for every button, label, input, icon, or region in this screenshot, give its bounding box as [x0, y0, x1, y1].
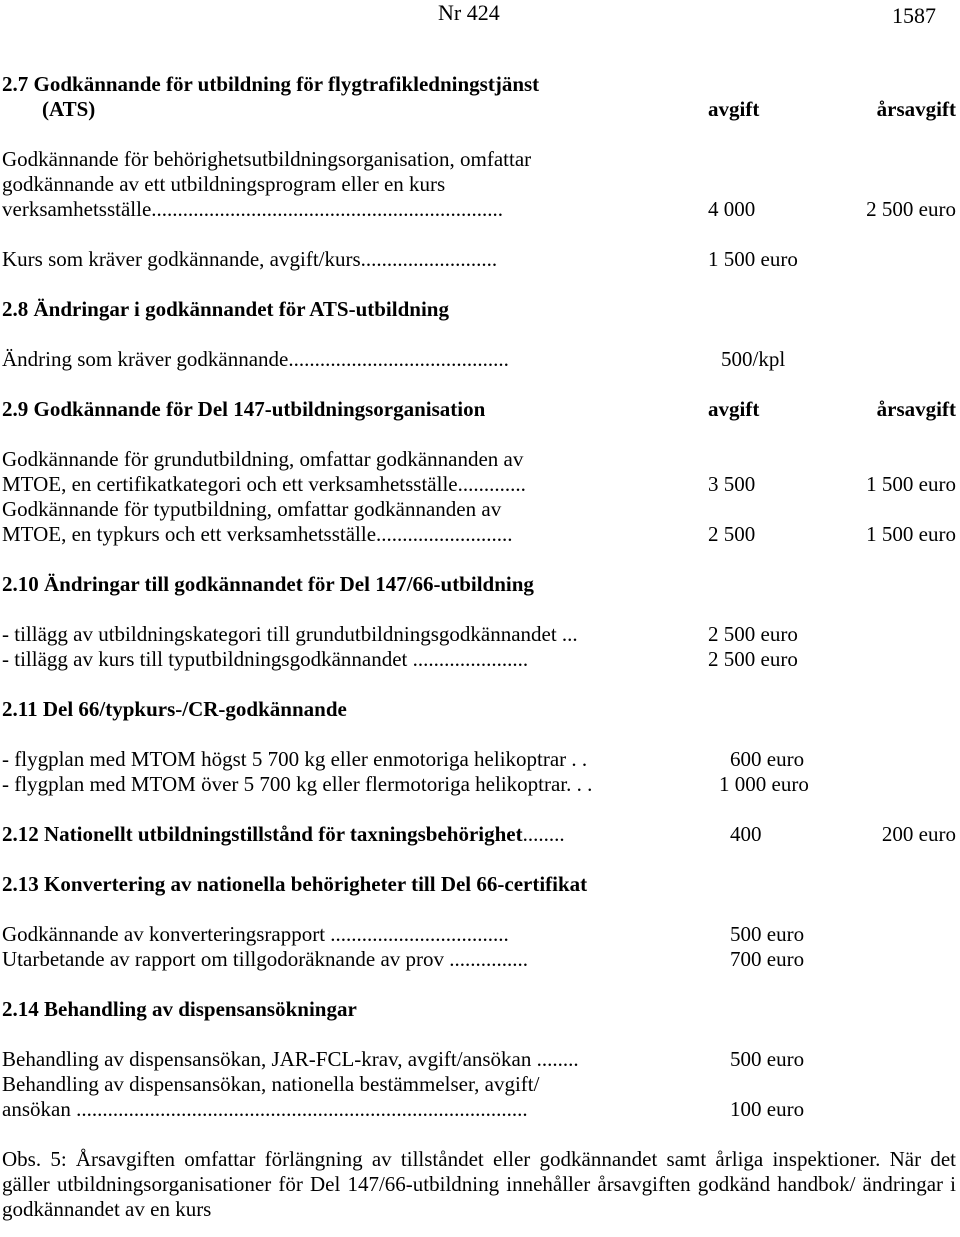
section-2-9-title: 2.9 Godkännande för Del 147-utbildningsorganisation avgift årsavgift	[2, 397, 956, 421]
s214-item2-avgift: 100 euro	[730, 1097, 805, 1121]
s210-item1: - tillägg av utbildningskategori till grundutbildningsgodkännandet ... 2 500 euro	[2, 622, 798, 646]
column-header-avgift-2: avgift	[708, 397, 760, 421]
section-2-8-title: 2.8 Ändringar i godkännandet för ATS-utbildning	[2, 297, 449, 321]
section-2-7-title-line2: (ATS) avgift årsavgift	[42, 97, 956, 121]
s214-item1: Behandling av dispensansökan, JAR-FCL-krav, avgift/ansökan ........ 500 euro	[2, 1047, 805, 1071]
s29-item2-avgift: 2 500	[708, 522, 756, 546]
s214-item2-line1: Behandling av dispensansökan, nationella bestämmelser, avgift/	[2, 1072, 540, 1096]
s210-item2: - tillägg av kurs till typutbildningsgodkännandet ...................... 2 500 euro	[2, 647, 798, 671]
s29-item2-line2: MTOE, en typkurs och ett verksamhetsställe.......................... 2 500 1 500 euro	[2, 522, 956, 546]
section-2-12-title: 2.12 Nationellt utbildningstillstånd för taxningsbehörighet	[2, 822, 523, 846]
s27-item1-line3: verksamhetsställe................................................................... 4 000 2 500 euro	[2, 197, 956, 221]
s29-item2-line1: Godkännande för typutbildning, omfattar godkännanden av	[2, 497, 502, 521]
section-2-11-title: 2.11 Del 66/typkurs-/CR-godkännande	[2, 697, 347, 721]
section-2-7-title-line1: 2.7 Godkännande för utbildning för flygtrafikledningstjänst	[2, 72, 540, 96]
s213-item1-avgift: 500 euro	[730, 922, 805, 946]
column-header-arsavgift-2: årsavgift	[876, 397, 956, 421]
document-body	[2, 72, 956, 1222]
s210-item2-avgift: 2 500 euro	[708, 647, 798, 671]
s27-item2: Kurs som kräver godkännande, avgift/kurs.......................... 1 500 euro	[2, 247, 798, 271]
s29-item2-arsavgift: 1 500 euro	[866, 522, 956, 546]
s210-item1-avgift: 2 500 euro	[708, 622, 798, 646]
footnote-obs-5: Obs. 5: Årsavgiften omfattar förlängning av tillståndet eller godkännandet samt årliga inspektioner. När det gäller utbildningsorganisationer för Del 147/66-utbildning innehåller årsavgiften godkänd handbok/ ändringar i godkännandet av en kurs	[2, 1147, 956, 1221]
s213-item2: Utarbetande av rapport om tillgodoräknande av prov ............... 700 euro	[2, 947, 805, 971]
s27-item1-arsavgift: 2 500 euro	[866, 197, 956, 221]
section-2-13-title: 2.13 Konvertering av nationella behörigheter till Del 66-certifikat	[2, 872, 588, 896]
s213-item1: Godkännande av konverteringsrapport .................................. 500 euro	[2, 922, 805, 946]
s211-item2: - flygplan med MTOM över 5 700 kg eller flermotoriga helikoptrar. . . 1 000 euro	[2, 772, 809, 796]
s211-item2-avgift: 1 000 euro	[719, 772, 809, 796]
s27-item2-avgift: 1 500 euro	[708, 247, 798, 271]
s27-item1-line2: godkännande av ett utbildningsprogram eller en kurs	[2, 172, 446, 196]
page-number: 1587	[892, 3, 936, 28]
section-2-10-title: 2.10 Ändringar till godkännandet för Del 147/66-utbildning	[2, 572, 534, 596]
s29-item1-avgift: 3 500	[708, 472, 756, 496]
s212-avgift: 400	[730, 822, 762, 846]
section-2-14-title: 2.14 Behandling av dispensansökningar	[2, 997, 357, 1021]
s214-item2-line2: ansökan ...................................................................................... 100 euro	[2, 1097, 805, 1121]
s214-item1-avgift: 500 euro	[730, 1047, 805, 1071]
header-nr: Nr 424	[438, 0, 500, 25]
s28-item1: Ändring som kräver godkännande.......................................... 500/kpl	[2, 347, 786, 371]
s211-item1: - flygplan med MTOM högst 5 700 kg eller enmotoriga helikoptrar . . 600 euro	[2, 747, 805, 771]
section-2-12: 2.12 Nationellt utbildningstillstånd för taxningsbehörighet........ 400 200 euro	[2, 822, 956, 846]
s27-item1-avgift: 4 000	[708, 197, 756, 221]
s27-item1-line1: Godkännande för behörighetsutbildningsorganisation, omfattar	[2, 147, 532, 171]
s212-arsavgift: 200 euro	[881, 822, 956, 846]
column-header-avgift: avgift	[708, 97, 760, 121]
s213-item2-avgift: 700 euro	[730, 947, 805, 971]
column-header-arsavgift: årsavgift	[876, 97, 956, 121]
s211-item1-avgift: 600 euro	[730, 747, 805, 771]
s29-item1-arsavgift: 1 500 euro	[866, 472, 956, 496]
s29-item1-line2: MTOE, en certifikatkategori och ett verksamhetsställe............. 3 500 1 500 euro	[2, 472, 956, 496]
s29-item1-line1: Godkännande för grundutbildning, omfattar godkännanden av	[2, 447, 524, 471]
s28-item1-avgift: 500/kpl	[721, 347, 786, 371]
